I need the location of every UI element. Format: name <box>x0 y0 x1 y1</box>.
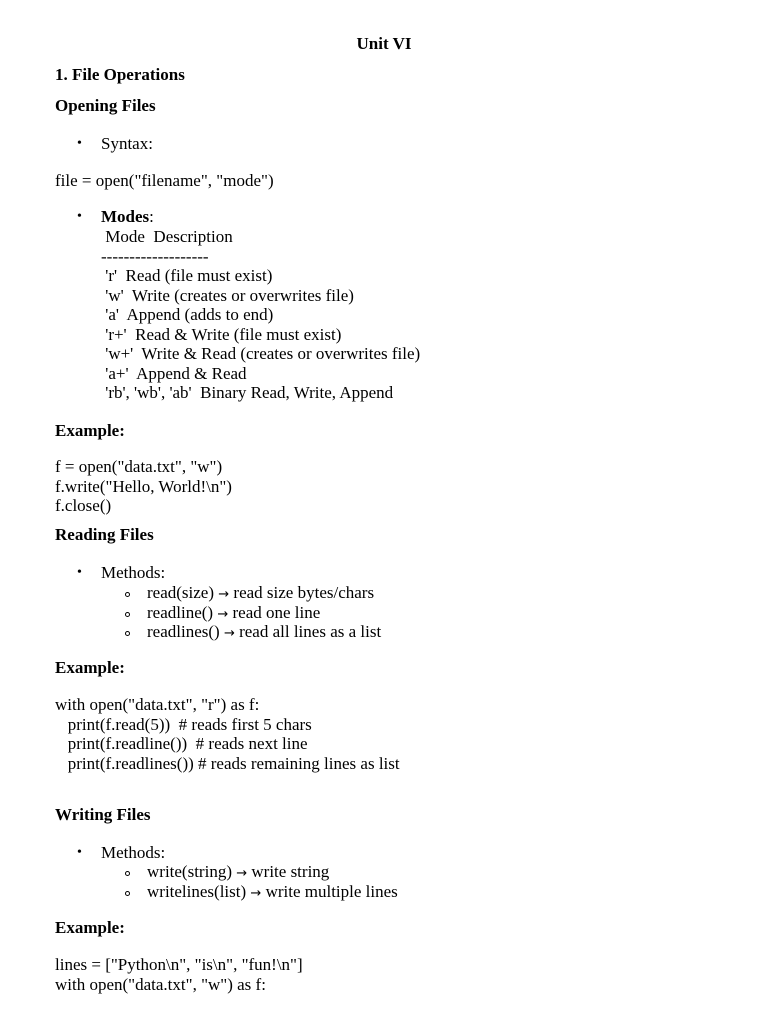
opening-files-heading: Opening Files <box>55 96 156 115</box>
method-description: write string <box>251 862 330 881</box>
method-item <box>147 622 381 644</box>
method-description: read one line <box>232 602 321 622</box>
right-arrow-icon: → <box>236 866 248 881</box>
bullet-icon: • <box>77 136 82 151</box>
modes-table-row: 'w+' Write & Read (creates or overwrites file) <box>101 344 421 363</box>
reading-files-heading: Reading Files <box>55 525 154 544</box>
method-name: read(size) <box>147 583 215 602</box>
method-name: readline() <box>147 602 214 622</box>
code-line: lines = ["Python\n", "is\n", "fun!\n"] <box>55 955 303 974</box>
bullet-icon: • <box>77 209 82 224</box>
unit-title: Unit VI <box>356 34 412 53</box>
code-line: f.write("Hello, World!\n") <box>55 476 232 496</box>
code-line: with open("data.txt", "r") as f: <box>55 695 260 714</box>
circle-bullet-icon <box>125 592 130 597</box>
circle-bullet-icon <box>125 612 130 617</box>
right-arrow-icon: → <box>250 885 262 901</box>
modes-table-row: 'a' Append (adds to end) <box>101 305 274 324</box>
writing-files-heading: Writing Files <box>55 805 151 824</box>
circle-bullet-icon <box>125 891 130 896</box>
modes-table-row: ------------------- <box>101 246 209 266</box>
method-description: read size bytes/chars <box>233 583 375 602</box>
method-description: read all lines as a list <box>239 622 382 641</box>
writing-example-label: Example: <box>55 918 125 937</box>
right-arrow-icon: → <box>217 606 229 622</box>
modes-table-row: 'r' Read (file must exist) <box>101 266 273 285</box>
right-arrow-icon: → <box>218 587 230 602</box>
code-line: print(f.read(5)) # reads first 5 chars <box>55 714 312 734</box>
bullet-icon: • <box>77 565 82 580</box>
modes-label: Modes: <box>101 207 154 226</box>
syntax-label: Syntax: <box>101 134 153 153</box>
circle-bullet-icon <box>125 631 130 636</box>
code-line: with open("data.txt", "w") as f: <box>55 974 266 994</box>
method-item <box>147 882 398 904</box>
method-description: write multiple lines <box>265 881 398 901</box>
modes-table-row: 'r+' Read & Write (file must exist) <box>101 324 342 344</box>
method-name: writelines(list) <box>147 881 247 901</box>
code-line: f.close() <box>55 496 112 515</box>
modes-table-row: Mode Description <box>101 227 233 246</box>
modes-table-row: 'w' Write (creates or overwrites file) <box>101 285 354 305</box>
right-arrow-icon: → <box>223 626 235 641</box>
opening-example-label: Example: <box>55 421 125 440</box>
circle-bullet-icon <box>125 871 130 876</box>
code-line: f = open("data.txt", "w") <box>55 457 223 476</box>
reading-methods-label: Methods: <box>101 563 166 582</box>
bullet-icon: • <box>77 845 82 860</box>
method-name: write(string) <box>147 862 232 881</box>
code-line: print(f.readlines()) # reads remaining lines as list <box>55 753 400 773</box>
code-line: print(f.readline()) # reads next line <box>55 734 308 753</box>
section-heading: 1. File Operations <box>55 65 185 84</box>
modes-table-row: 'a+' Append & Read <box>101 363 247 383</box>
syntax-code: file = open("filename", "mode") <box>55 171 274 190</box>
method-name: readlines() <box>147 622 220 641</box>
modes-table-row: 'rb', 'wb', 'ab' Binary Read, Write, Append <box>101 383 394 402</box>
reading-example-label: Example: <box>55 658 125 677</box>
writing-methods-label: Methods: <box>101 843 166 862</box>
